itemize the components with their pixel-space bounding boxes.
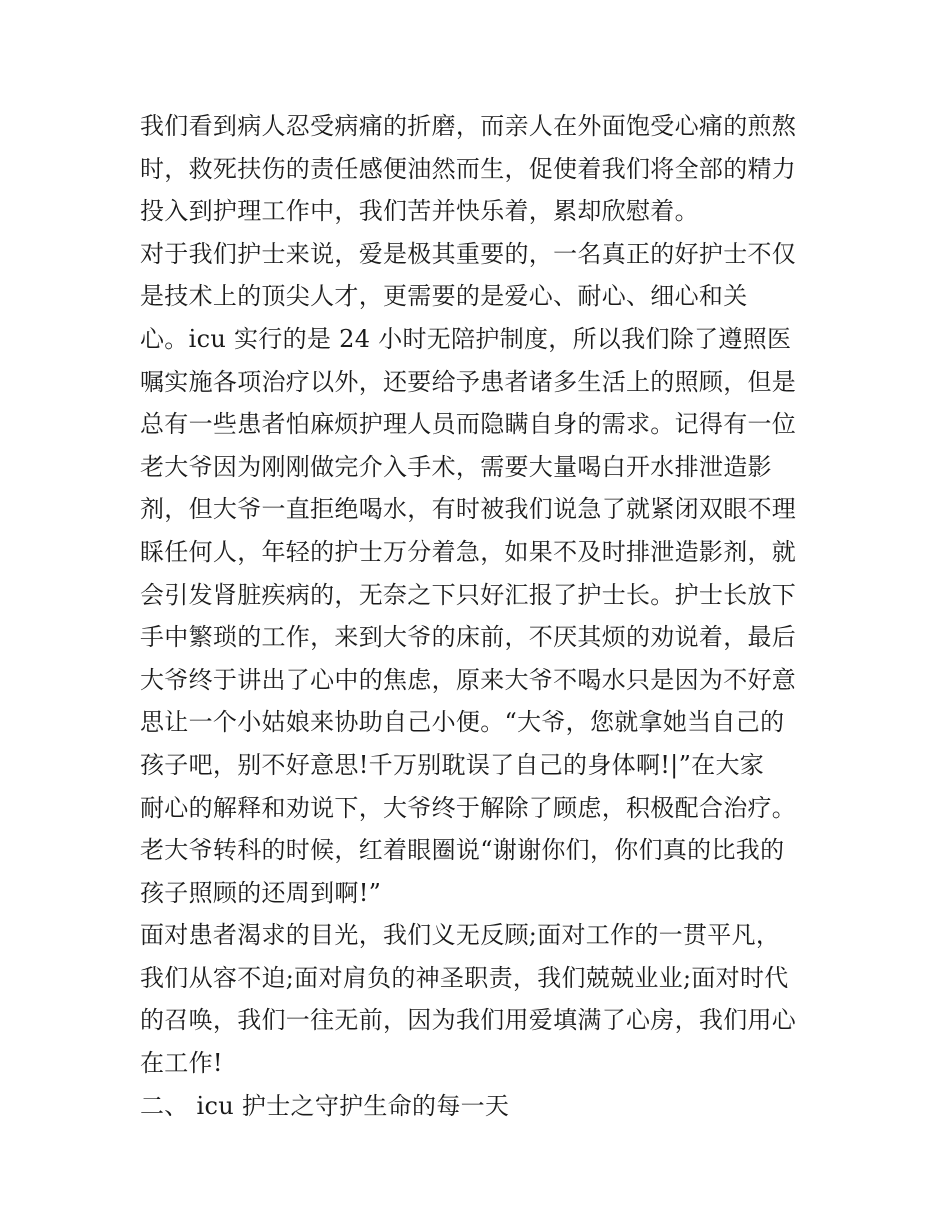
text-line: 嘱实施各项治疗以外，还要给予患者诸多生活上的照顾，但是 <box>140 367 797 396</box>
text-line: 面对患者渴求的目光，我们义无反顾;面对工作的一贯平凡， <box>140 921 781 950</box>
text-line: 我们看到病人忍受病痛的折磨，而亲人在外面饱受心痛的煎熬 <box>140 112 797 140</box>
text-line: 思让一个小姑娘来协助自己小便。“大爷，您就拿她当自己的 <box>140 708 785 737</box>
text-line: 会引发肾脏疾病的，无奈之下只好汇报了护士长。护士长放下 <box>140 580 797 609</box>
text-line: 投入到护理工作中，我们苦并快乐着，累却欣慰着。 <box>140 197 699 226</box>
text-line: 睬任何人，年轻的护士万分着急，如果不及时排泄造影剂，就 <box>140 537 797 566</box>
text-line: 老大爷因为刚刚做完介入手术，需要大量喝白开水排泄造影 <box>140 452 772 481</box>
text-line: 大爷终于讲出了心中的焦虑，原来大爷不喝水只是因为不好意 <box>140 665 797 694</box>
section-heading: 二、 icu 护士之守护生命的每一天 <box>140 1091 510 1120</box>
text-line: 在工作! <box>140 1049 223 1078</box>
text-line: 老大爷转科的时候，红着眼圈说“谢谢你们，你们真的比我的 <box>140 836 785 865</box>
text-line: 心。icu 实行的是 24 小时无陪护制度，所以我们除了遵照医 <box>140 324 792 353</box>
text-line: 孩子照顾的还周到啊!” <box>140 878 382 907</box>
text-line: 总有一些患者怕麻烦护理人员而隐瞒自身的需求。记得有一位 <box>140 410 797 439</box>
text-line: 时，救死扶伤的责任感便油然而生，促使着我们将全部的精力 <box>140 154 797 183</box>
text-line: 耐心的解释和劝说下，大爷终于解除了顾虑，积极配合治疗。 <box>140 793 797 822</box>
body-text <box>140 105 815 1127</box>
text-line: 对于我们护士来说，爱是极其重要的，一名真正的好护士不仅 <box>140 239 797 268</box>
text-line: 孩子吧，别不好意思!千万别耽误了自己的身体啊!|”在大家 <box>140 750 765 779</box>
text-line: 手中繁琐的工作，来到大爷的床前，不厌其烦的劝说着，最后 <box>140 623 797 652</box>
text-line: 是技术上的顶尖人才，更需要的是爱心、耐心、细心和关 <box>140 282 748 311</box>
text-line: 的召唤，我们一往无前，因为我们用爱填满了心房，我们用心 <box>140 1006 797 1035</box>
text-line: 我们从容不迫;面对肩负的神圣职责，我们兢兢业业;面对时代 <box>140 963 789 992</box>
text-line: 剂，但大爷一直拒绝喝水，有时被我们说急了就紧闭双眼不理 <box>140 495 797 524</box>
